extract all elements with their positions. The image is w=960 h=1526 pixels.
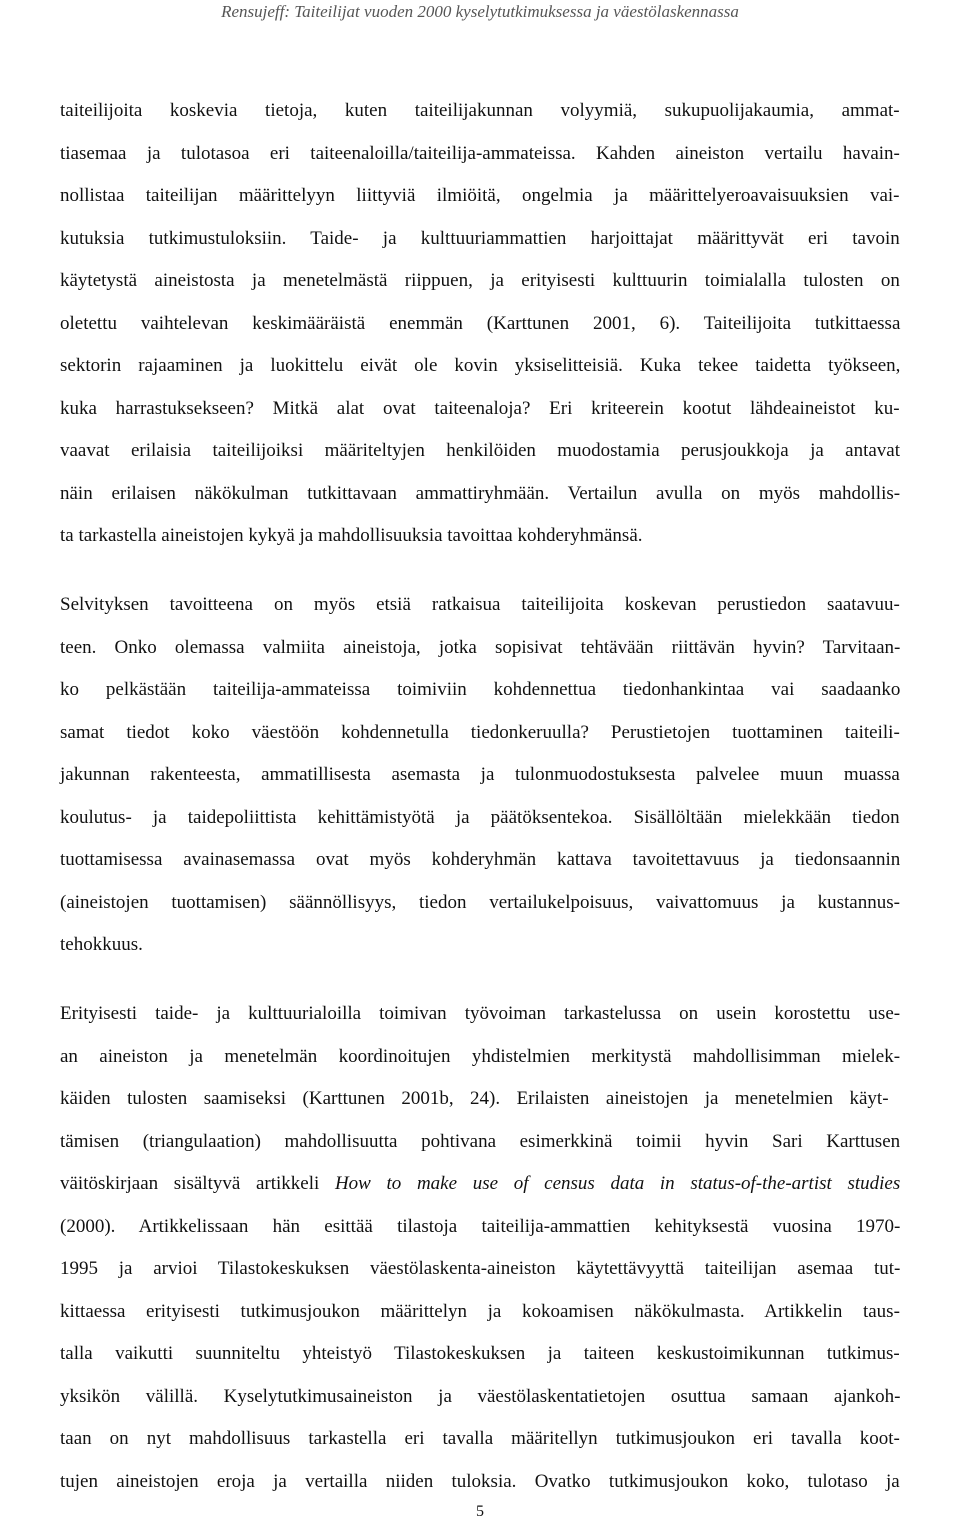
text-line: an aineiston ja menetelmän koordinoitujen yhdistelmien merkitystä mahdollisimman mielek- [60,1046,901,1067]
text-line: tujen aineistojen eroja ja vertailla niiden tuloksia. Ovatko tutkimusjoukon koko, tulotaso ja [60,1471,900,1492]
text-line: samat tiedot koko väestöön kohdennetulla tiedonkeruulla? Perustietojen tuottaminen taiteili- [60,722,900,743]
text-line: sektorin rajaaminen ja luokittelu eivät ole kovin yksiselitteisiä. Kuka tekee taidetta työkseen, [60,355,901,376]
text-line: 1995 ja arvioi Tilastokeskuksen väestölaskenta-aineiston käytettävyyttä taiteilijan asemaa tut- [60,1258,901,1279]
text-line: kutuksia tutkimustuloksiin. Taide- ja kulttuuriammattien harjoittajat määrittyvät eri tavoin [60,228,900,249]
text-line: oletettu vaihtelevan keskimääräistä enemmän (Karttunen 2001, 6). Taiteilijoita tutkittaessa [60,313,901,334]
text-line: käiden tulosten saamiseksi (Karttunen 2001b, 24). Erilaisten aineistojen ja menetelmien käyt- [60,1088,889,1109]
text-line: yksikön välillä. Kyselytutkimusaineiston ja väestölaskentatietojen osuttua samaan ajankoh- [60,1386,901,1407]
text-line: Erityisesti taide- ja kulttuurialoilla toimivan työvoiman tarkastelussa on usein korostettu use- [60,1003,901,1024]
text-line: tiasemaa ja tulotasoa eri taiteenaloilla/taiteilija-ammateissa. Kahden aineiston vertailu havain- [60,143,900,164]
text-line: taan on nyt mahdollisuus tarkastella eri tavalla määritellyn tutkimusjoukon eri tavalla koot- [60,1428,900,1449]
text-line: talla vaikutti suunniteltu yhteistyö Tilastokeskuksen ja taiteen keskustoimikunnan tutkimus- [60,1343,900,1364]
text-line: Selvityksen tavoitteena on myös etsiä ratkaisua taiteilijoita koskevan perustiedon saatavuu- [60,594,900,615]
text-line: taiteilijoita koskevia tietoja, kuten taiteilijakunnan volyymiä, sukupuolijakaumia, ammat- [60,100,900,121]
text-line: (2000). Artikkelissaan hän esittää tilastoja taiteilija-ammattien kehityksestä vuosina 1970- [60,1216,901,1237]
article-title: How to make use of census data in status-of-the-artist studies [334,1173,901,1194]
text-line: teen. Onko olemassa valmiita aineistoja, jotka sopisivat tehtävään riittävän hyvin? Tarvitaan- [60,637,901,658]
text-run: väitöskirjaan sisältyvä artikkeli [60,1173,335,1194]
text-line: koulutus- ja taidepoliittista kehittämistyötä ja päätöksentekoa. Sisällöltään mielekkään tiedon [60,807,900,828]
running-header: Rensujeff: Taiteilijat vuoden 2000 kyselytutkimuksessa ja väestölaskennassa [221,2,739,21]
text-line: (aineistojen tuottamisen) säännöllisyys, tiedon vertailukelpoisuus, vaivattomuus ja kustannus- [60,892,900,913]
text-line: näin erilaisen näkökulman tutkittavaan ammattiryhmään. Vertailun avulla on myös mahdollis- [60,483,901,504]
text-line: tehokkuus. [60,934,143,955]
text-line: tämisen (triangulaation) mahdollisuutta pohtivana esimerkkinä toimii hyvin Sari Karttusen [60,1131,901,1152]
text-line: kuka harrastuksekseen? Mitkä alat ovat taiteenaloja? Eri kriteerein kootut lähdeaineistot ku- [60,398,900,419]
text-line: kittaessa erityisesti tutkimusjoukon määrittelyn ja kokoamisen näkökulmasta. Artikkelin taus- [60,1301,900,1322]
text-line: ko pelkästään taiteilija-ammateissa toimiviin kohdennettua tiedonhankintaa vai saadaanko [60,679,901,700]
text-line: käytetystä aineistosta ja menetelmästä riippuen, ja erityisesti kulttuurin toimialalla tulosten on [60,270,900,291]
text-line: tuottamisessa avainasemassa ovat myös kohderyhmän kattava tavoitettavuus ja tiedonsaannin [60,849,901,870]
page-number: 5 [476,1503,484,1520]
text-line: jakunnan rakenteesta, ammatillisesta asemasta ja tulonmuodostuksesta palvelee muun muassa [60,764,900,785]
text-line: ta tarkastella aineistojen kykyä ja mahdollisuuksia tavoittaa kohderyhmänsä. [60,525,643,546]
text-line-with-title [60,1172,900,1196]
text-line: nollistaa taiteilijan määrittelyyn liittyviä ilmiöitä, ongelmia ja määrittelyeroavaisuuksien vai- [60,185,900,206]
text-line: vaavat erilaisia taiteilijoiksi määriteltyjen henkilöiden muodostamia perusjoukkoja ja antavat [60,440,901,461]
